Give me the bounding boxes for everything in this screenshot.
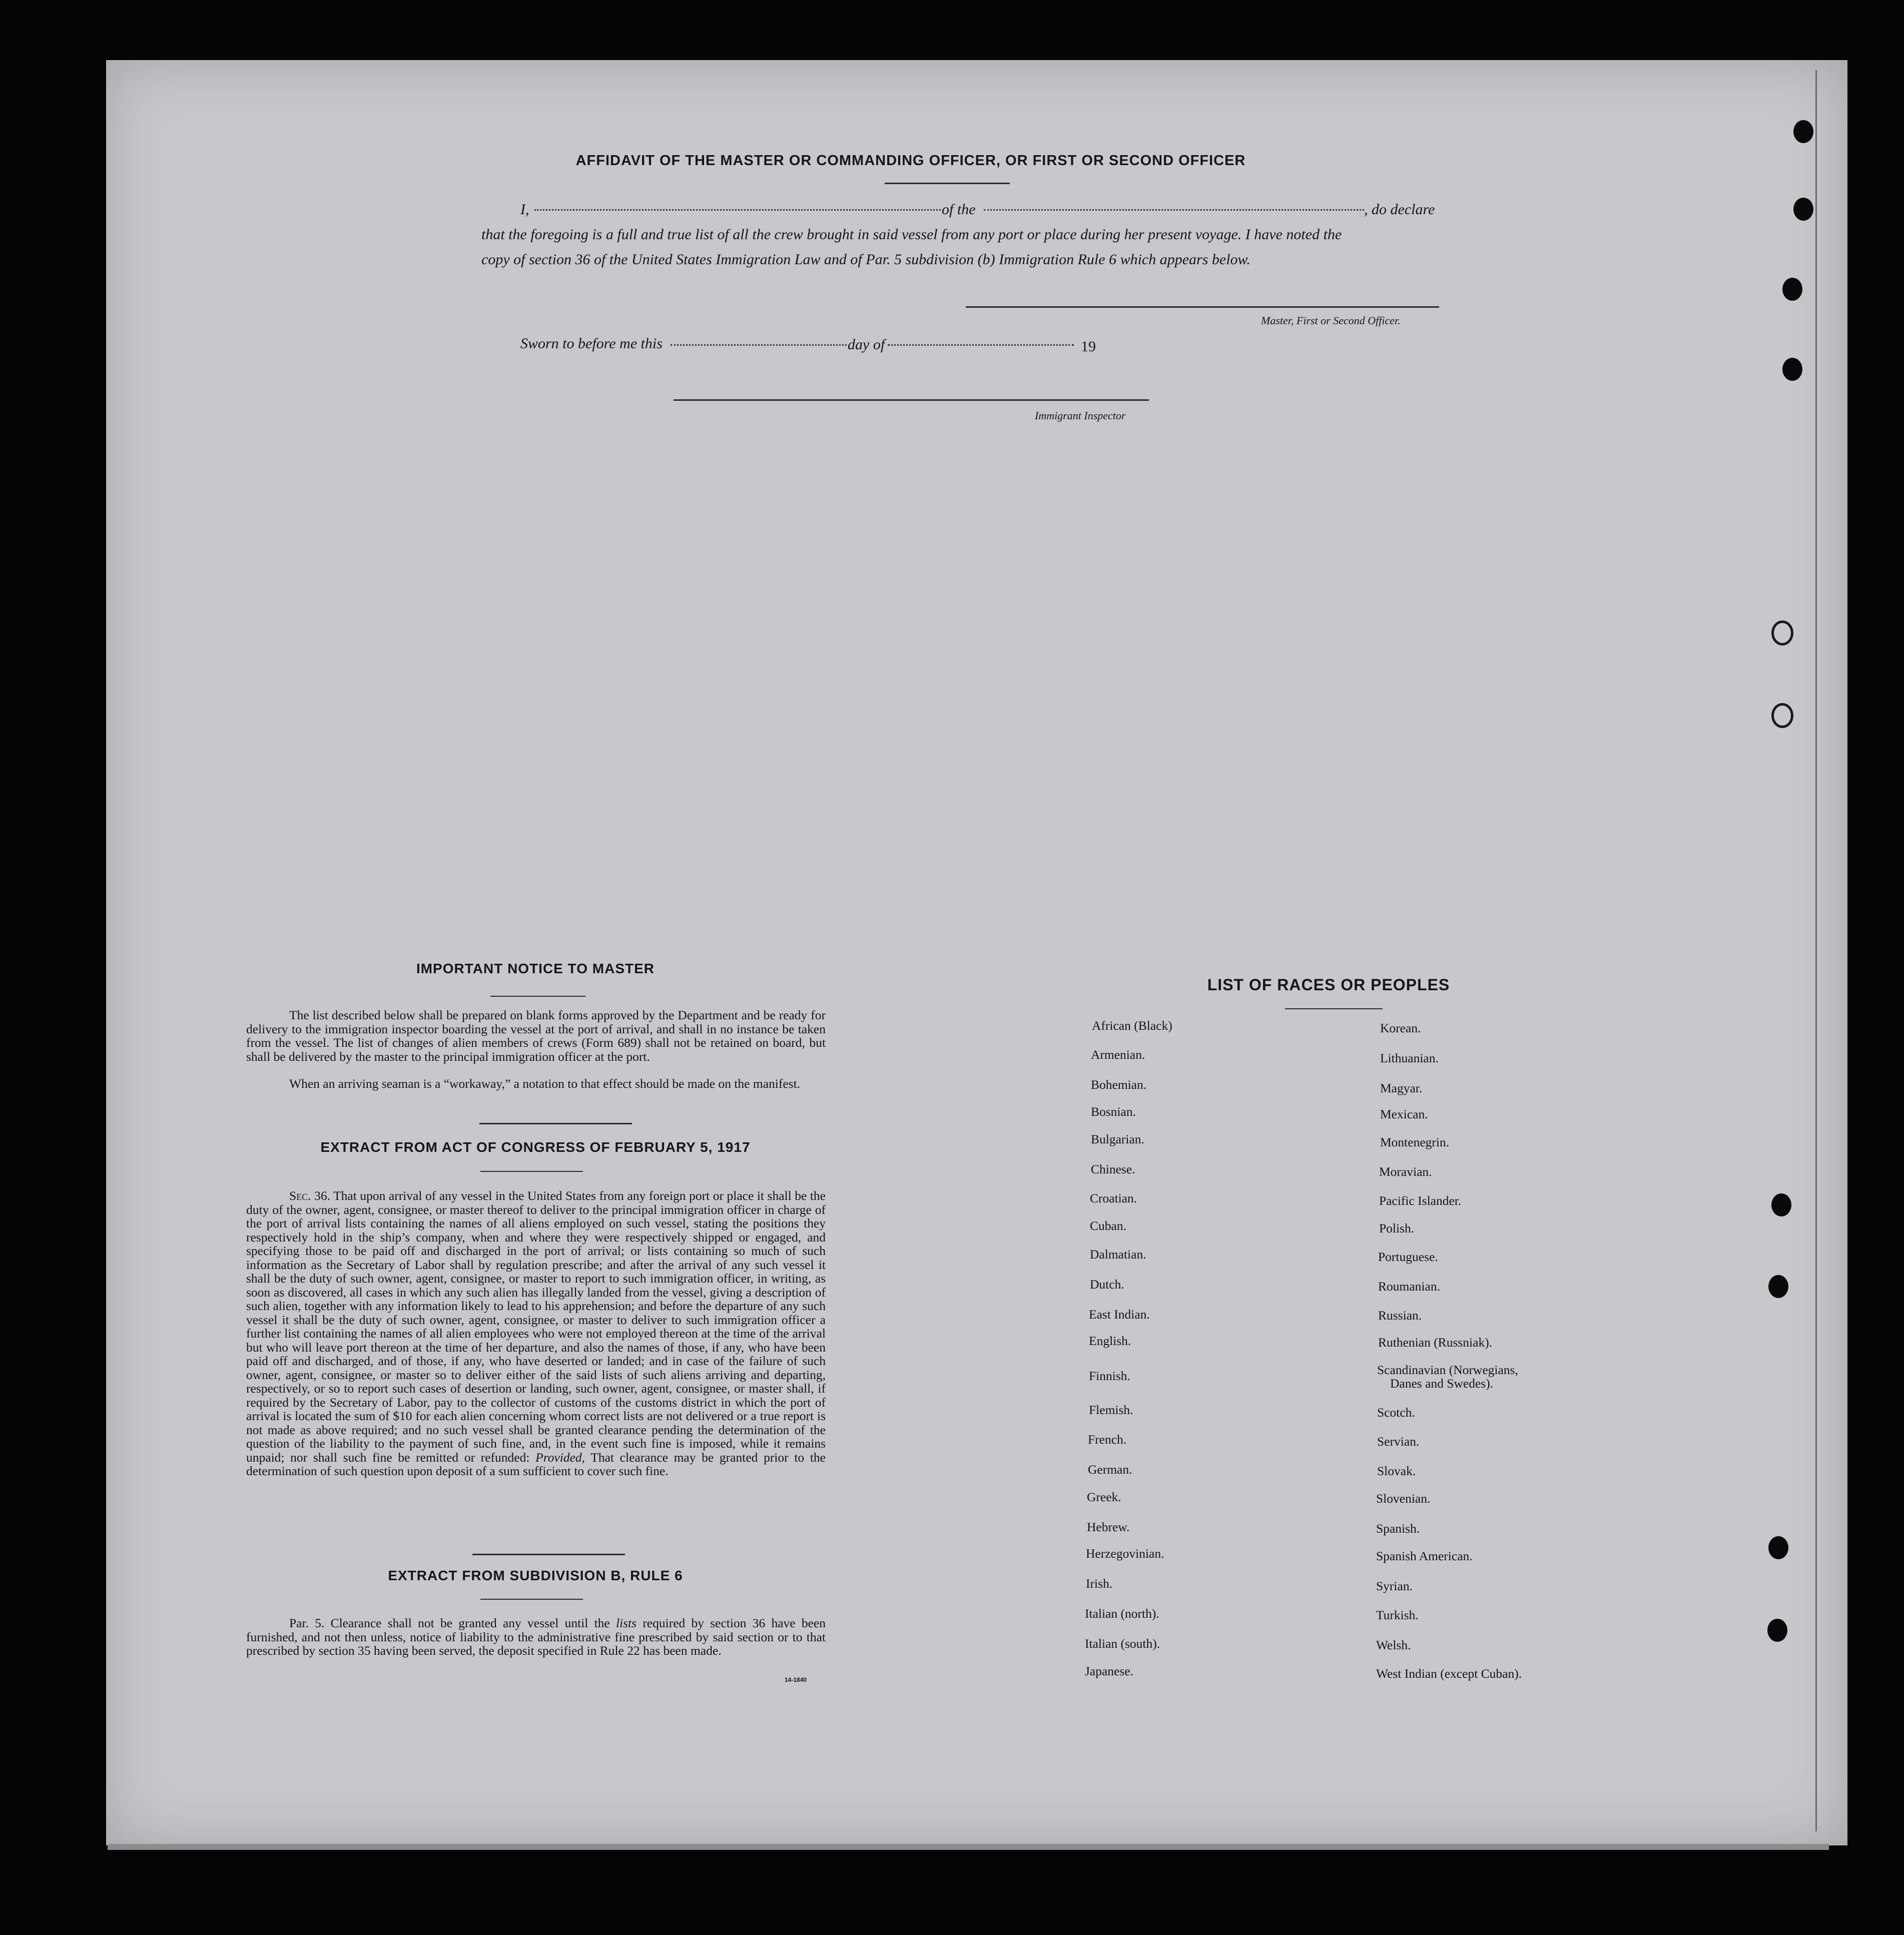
race-right: West Indian (except Cuban). [1376, 1666, 1522, 1681]
race-left: Japanese. [1085, 1664, 1133, 1678]
race-right: Montenegrin. [1380, 1135, 1450, 1149]
sec-text-before: That upon arrival of any vessel in the United States from any foreign port or place it shall be the duty of the owner, agent, consignee, or master thereof to deliver to the principal immigration officer in charge of the port of arrival lists containing the names of all aliens employed on such vessel, stating the positions they respectively hold in the ship’s company, when and where they were respectively shipped or engaged, and specifying those to be paid off and discharged in the port of arrival; or lists containing so much of such information as the Secretary of Labor shall by regulation prescribe; and after the arrival of any such vessel it shall be the duty of such owner, agent, consignee, or master to report to such immigration officer, in writing, as soon as discovered, all cases in which any such alien has illegally landed from the vessel, giving a description of such alien, together with any information likely to lead to his apprehension; and before the departure of any such vessel it shall be the duty of such owner, agent, consignee, or master to deliver to such immigration officer a further list containing the names of all alien employees who were not employed thereon at the time of the arrival but who will leave port thereon at the time of her departure, and also the names of those, if any, who have been paid off and discharged, and of those, if any, who have deserted or landed; and in case of the failure of such owner, agent, consignee, or master so to deliver either of the said lists of such aliens arriving and departing, respectively, or so to report such cases of desertion or landing, such owner, agent, consignee, or master shall, if required by the Secretary of Labor, pay to the collector of customs of the customs district in which the port of arrival is located the sum of $10 for each alien concerning whom correct lists are not delivered or a true report is not made as above required; and no such vessel shall be granted clearance pending the determination of the question of the liability to the payment of such fine, and, in the event such fine is imposed, while it remains unpaid; nor shall such fine be remitted or refunded: [246, 1188, 826, 1465]
form-number: 14-1840 [785, 1676, 807, 1683]
race-left: African (Black) [1092, 1018, 1172, 1033]
race-right: Turkish. [1376, 1608, 1419, 1622]
extract-act-rule [480, 1171, 583, 1172]
inspector-label: Immigrant Inspector [1035, 409, 1126, 422]
race-right: Portuguese. [1378, 1249, 1438, 1264]
binder-hole [1782, 278, 1802, 301]
race-right: Ruthenian (Russniak). [1378, 1335, 1493, 1350]
notice-paragraph: The list described below shall be prepared on blank forms approved by the Department and be ready for delivery to the immigration inspector boarding the vessel at the port of arrival, and shall in no instance be taken from the vessel. The list of changes of alien members of crews (Form 689) shall not be retained on board, but shall be delivered by the master to the principal immigration officer at the port. [246, 1008, 826, 1064]
race-left: Chinese. [1091, 1162, 1135, 1176]
binder-hole [1771, 703, 1793, 728]
affidavit-do-declare: , do declare [1364, 201, 1435, 218]
vessel-blank [984, 209, 1364, 211]
lists-word: lists [615, 1616, 637, 1630]
sworn-text: Sworn to before me this [520, 335, 663, 352]
race-right: Russian. [1378, 1308, 1422, 1323]
race-left: Bosnian. [1091, 1104, 1136, 1119]
race-left: Finnish. [1089, 1369, 1130, 1383]
notice-paragraph-workaway: When an arriving seaman is a “workaway,” a notation to that effect should be made on the manifest. [289, 1076, 801, 1091]
race-left: Dalmatian. [1090, 1247, 1146, 1261]
binder-hole [1771, 620, 1793, 646]
race-right: Syrian. [1376, 1579, 1413, 1593]
title-rule [885, 183, 1010, 184]
rule-6-text [246, 1616, 826, 1658]
section-rule [472, 1554, 625, 1555]
affidavit-line2: that the foregoing is a full and true list of all the crew brought in said vessel from any port or place during her present voyage. I have noted the [481, 226, 1342, 243]
race-left: Dutch. [1090, 1277, 1124, 1292]
race-left: Herzegovinian. [1086, 1546, 1164, 1561]
sec-label: Sec. 36. [289, 1188, 330, 1203]
race-right: Spanish American. [1376, 1549, 1473, 1563]
race-right: Polish. [1379, 1221, 1415, 1235]
race-left: Italian (north). [1085, 1606, 1159, 1621]
race-right: Scotch. [1377, 1405, 1415, 1420]
race-right: Korean. [1380, 1021, 1421, 1035]
race-left: Armenian. [1091, 1047, 1145, 1062]
race-left: Italian (south). [1085, 1636, 1160, 1651]
races-title: LIST OF RACES OR PEOPLES [1207, 976, 1450, 994]
rule-text-before: Par. 5. Clearance shall not be granted any vessel until the [289, 1616, 616, 1630]
race-right: Magyar. [1380, 1081, 1423, 1095]
race-right: Moravian. [1379, 1164, 1432, 1179]
day-of-text: day of [848, 336, 885, 353]
binder-hole [1768, 1275, 1788, 1298]
affidavit-i: I, [520, 201, 529, 218]
race-left: Flemish. [1089, 1403, 1133, 1417]
race-right: Slovenian. [1376, 1491, 1431, 1506]
sec-text-after: That clearance may be granted prior to the determination of such question upon deposit of a sum sufficient to cover such fine. [246, 1450, 826, 1478]
notice-rule [490, 996, 585, 997]
race-right: Servian. [1377, 1434, 1420, 1449]
binding-strip [1815, 70, 1846, 1831]
race-left: Bohemian. [1091, 1077, 1147, 1092]
race-right: Welsh. [1376, 1638, 1411, 1652]
affidavit-line3: copy of section 36 of the United States Immigration Law and of Par. 5 subdivision (b) Immigration Rule 6 which appears below. [481, 251, 1250, 268]
rule-text-after: required by section 36 have been furnished, and not then unless, notice of liability to the administrative fine prescribed by said section or to that prescribed by section 35 having been served, the deposit specified in Rule 22 has been made. [246, 1616, 826, 1658]
inspector-line [674, 399, 1149, 401]
section-rule [479, 1123, 632, 1124]
race-left: Cuban. [1090, 1218, 1126, 1233]
race-right: Spanish. [1376, 1521, 1420, 1536]
binder-hole [1768, 1536, 1788, 1559]
month-blank [888, 344, 1074, 346]
provided-word: Provided, [535, 1450, 585, 1465]
extract-rule-rule [480, 1599, 583, 1600]
race-left: Hebrew. [1087, 1520, 1130, 1534]
race-left: German. [1088, 1462, 1132, 1477]
notice-title: IMPORTANT NOTICE TO MASTER [416, 961, 655, 976]
race-left: Greek. [1087, 1490, 1121, 1504]
paper-edge [108, 1844, 1829, 1850]
race-right: Slovak. [1377, 1464, 1416, 1478]
year-prefix: 19 [1081, 338, 1096, 355]
race-right: Lithuanian. [1380, 1051, 1439, 1065]
race-right: Scandinavian (Norwegians, [1377, 1363, 1518, 1377]
signature-label: Master, First or Second Officer. [1261, 314, 1401, 327]
race-left: French. [1088, 1432, 1127, 1447]
race-right: Danes and Swedes). [1390, 1376, 1494, 1391]
binder-hole [1771, 1193, 1791, 1216]
race-right: Roumanian. [1378, 1279, 1440, 1294]
race-left: Croatian. [1090, 1191, 1137, 1205]
binder-hole [1767, 1619, 1787, 1642]
races-rule [1285, 1008, 1383, 1009]
extract-act-title: EXTRACT FROM ACT OF CONGRESS OF FEBRUARY 5, 1917 [320, 1139, 751, 1155]
race-right: Pacific Islander. [1379, 1193, 1462, 1208]
race-left: East Indian. [1089, 1307, 1150, 1322]
extract-rule-title: EXTRACT FROM SUBDIVISION B, RULE 6 [388, 1568, 683, 1583]
section-36-text [246, 1189, 826, 1478]
race-left: English. [1089, 1334, 1131, 1348]
affidavit-title: AFFIDAVIT OF THE MASTER OR COMMANDING OFFICER, OR FIRST OR SECOND OFFICER [575, 153, 1246, 169]
race-left: Bulgarian. [1091, 1132, 1144, 1146]
signature-line [966, 306, 1439, 308]
race-left: Irish. [1086, 1576, 1113, 1591]
race-right: Mexican. [1380, 1107, 1428, 1121]
binder-hole [1793, 120, 1813, 143]
affidavit-of-the: of the [942, 201, 976, 218]
sworn-day-blank [671, 344, 847, 346]
binder-hole [1782, 358, 1802, 381]
name-blank [534, 209, 941, 211]
binder-hole [1793, 198, 1813, 221]
